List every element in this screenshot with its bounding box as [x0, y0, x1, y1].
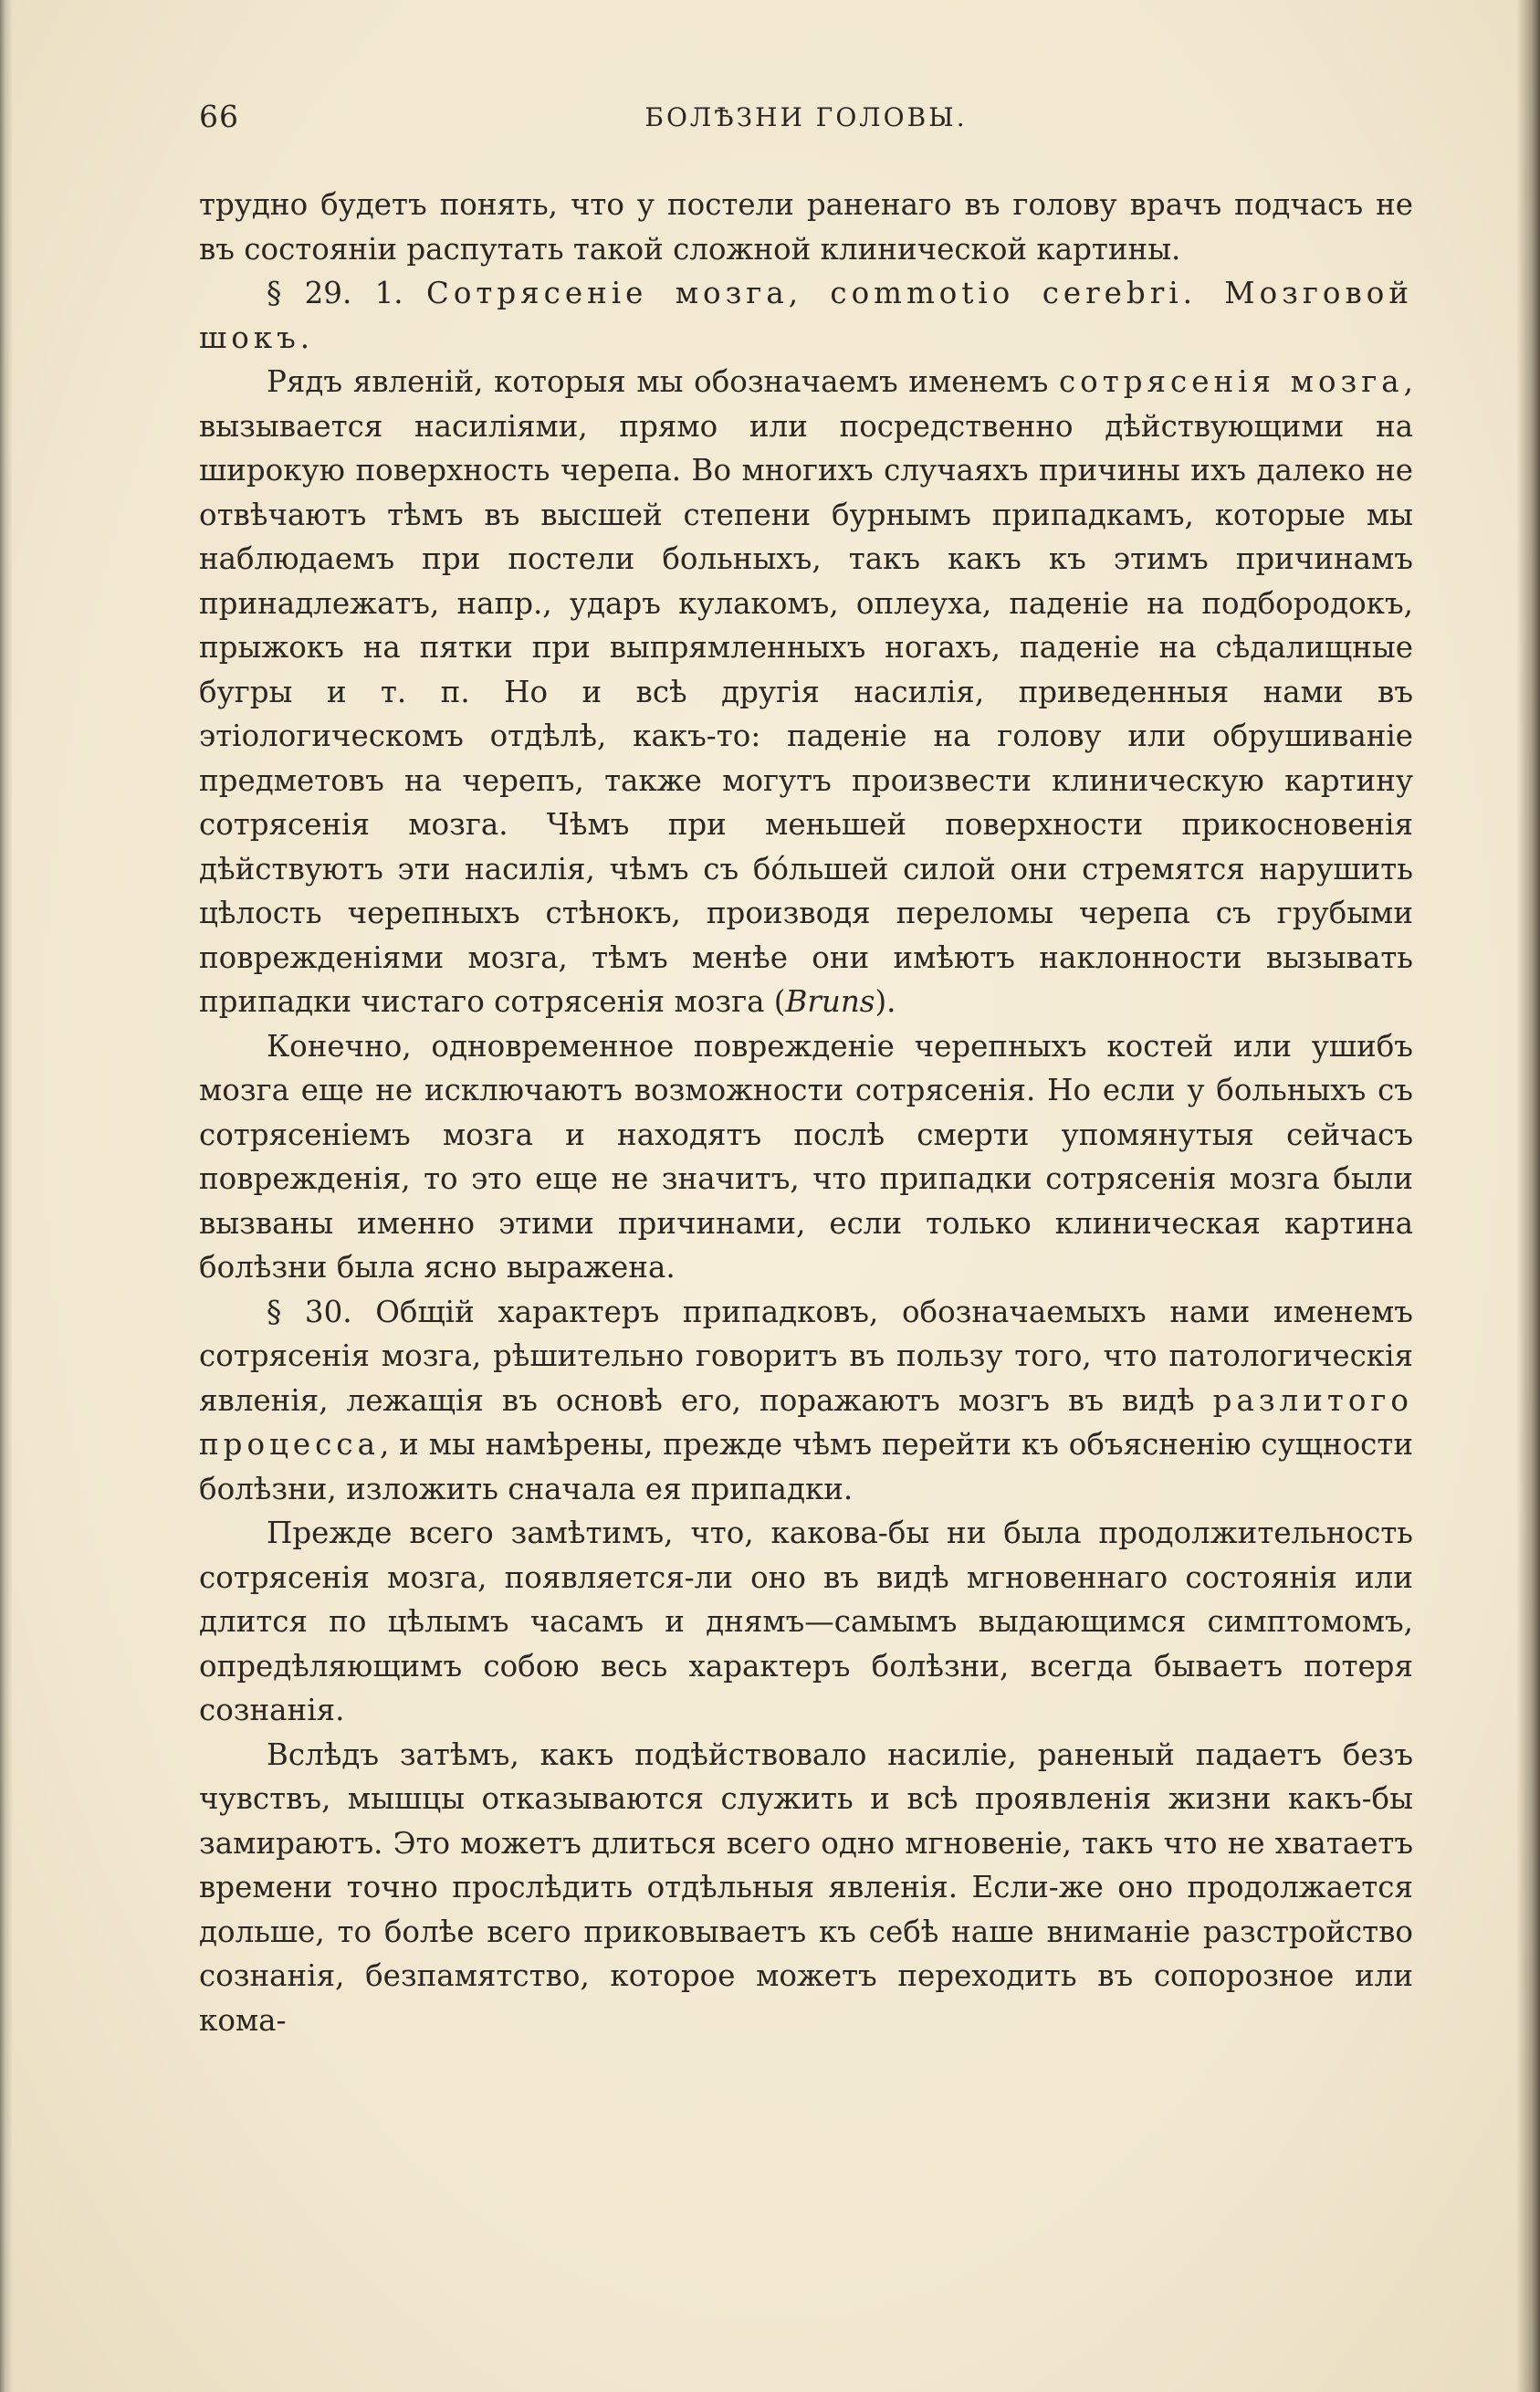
paragraph: Вслѣдъ затѣмъ, какъ подѣйствовало насилiе, раненый падаетъ безъ чувствъ, мышцы отказываются служить и всѣ проявленiя жизни какъ-бы замираютъ. Это можетъ длиться всего одно мгновенiе, такъ что не хватаетъ времени точно прослѣдить отдѣльныя явленiя. Если-же оно продолжается дольше, то болѣе всего приковываетъ къ себѣ наше вниманiе разстройство сознанiя, безпамятство, которое можетъ переходить въ сопорозное или кома-	[199, 1736, 1413, 2038]
page-left-edge	[0, 0, 13, 2392]
page-header	[199, 99, 1413, 142]
paragraph: Конечно, одновременное поврежденiе черепныхъ костей или ушибъ мозга еще не исключаютъ возможности сотрясенiя. Но если у больныхъ съ сотрясенiемъ мозга и находятъ послѣ смерти упомянутыя сейчасъ поврежденiя, то это еще не значитъ, что припадки сотрясенiя мозга были вызваны именно этими причинами, если только клиническая картина болѣзни была ясно выражена.	[199, 1028, 1413, 1285]
text-run: Рядъ явленiй, которыя мы обозначаемъ именемъ	[267, 364, 1059, 399]
text-run: § 30. Общiй характеръ припадковъ, обозначаемыхъ нами именемъ сотрясенiя мозга, рѣшительно говоритъ въ пользу того, что патологическiя явленiя, лежащiя въ основѣ его, поражаютъ мозгъ въ видѣ	[199, 1294, 1413, 1418]
text-run: , вызывается насилiями, прямо или посредственно дѣйствующими на широкую поверхность черепа. Во многихъ случаяхъ причины ихъ далеко не отвѣчаютъ тѣмъ въ высшей степени бурнымъ припадкамъ, которые мы наблюдаемъ при постели больныхъ, такъ какъ къ этимъ причинамъ принадлежатъ, напр., ударъ кулакомъ, оплеуха, паденiе на подбородокъ, прыжокъ на пятки при выпрямленныхъ ногахъ, паденiе на сѣдалищные бугры и т. п. Но и всѣ другiя насилiя, приведенныя нами въ этiологическомъ отдѣлѣ, какъ-то: паденiе на голову или обрушиванiе предметовъ на черепъ, также могутъ произвести клиническую картину сотрясенiя мозга. Чѣмъ при меньшей поверхности прикосновенiя дѣйствуютъ эти насилiя, чѣмъ съ бóльшей силой они стремятся нарушить цѣлость черепныхъ стѣнокъ, производя переломы черепа съ грубыми поврежденiями мозга, тѣмъ менѣе они имѣютъ наклонности вызывать припадки чистаго сотрясенiя мозга (	[199, 364, 1414, 1019]
section-title-end: .	[299, 320, 310, 355]
paragraph: Прежде всего замѣтимъ, что, какова-бы ни была продолжительность сотрясенiя мозга, появляется-ли оно въ видѣ мгновеннаго состоянiя или длится по цѣлымъ часамъ и днямъ—самымъ выдающимся симптомомъ, опредѣляющимъ собою весь характеръ болѣзни, всегда бываетъ потеря сознанiя.	[199, 1516, 1413, 1727]
page-right-edge	[1516, 0, 1540, 2392]
author-citation: Bruns	[785, 984, 875, 1019]
page-number: 66	[199, 99, 239, 134]
running-title: БОЛѢЗНИ ГОЛОВЫ.	[644, 102, 968, 132]
section-29-heading	[199, 271, 1413, 360]
section-title: Сотрясенiе мозга, commotio cerebri. Мозговой шокъ	[199, 276, 1413, 355]
section-number: § 29. 1.	[267, 276, 426, 310]
text-run: ).	[875, 984, 896, 1019]
paragraph-continuation: трудно будетъ понять, что у постели раненаго въ голову врачъ подчасъ не въ состоянiи распутать такой сложной клинической картины.	[199, 187, 1413, 267]
spaced-term: сотрясенiя мозга	[1058, 364, 1404, 399]
section-30-paragraph	[199, 1290, 1413, 1512]
spaced-term: разлитого процесса	[199, 1382, 1413, 1462]
body-text	[199, 183, 1413, 2042]
paragraph	[199, 360, 1413, 1024]
text-run: , и мы намѣрены, прежде чѣмъ перейти къ объясненiю сущности болѣзни, изложить сначала ея припадки.	[199, 1427, 1413, 1506]
